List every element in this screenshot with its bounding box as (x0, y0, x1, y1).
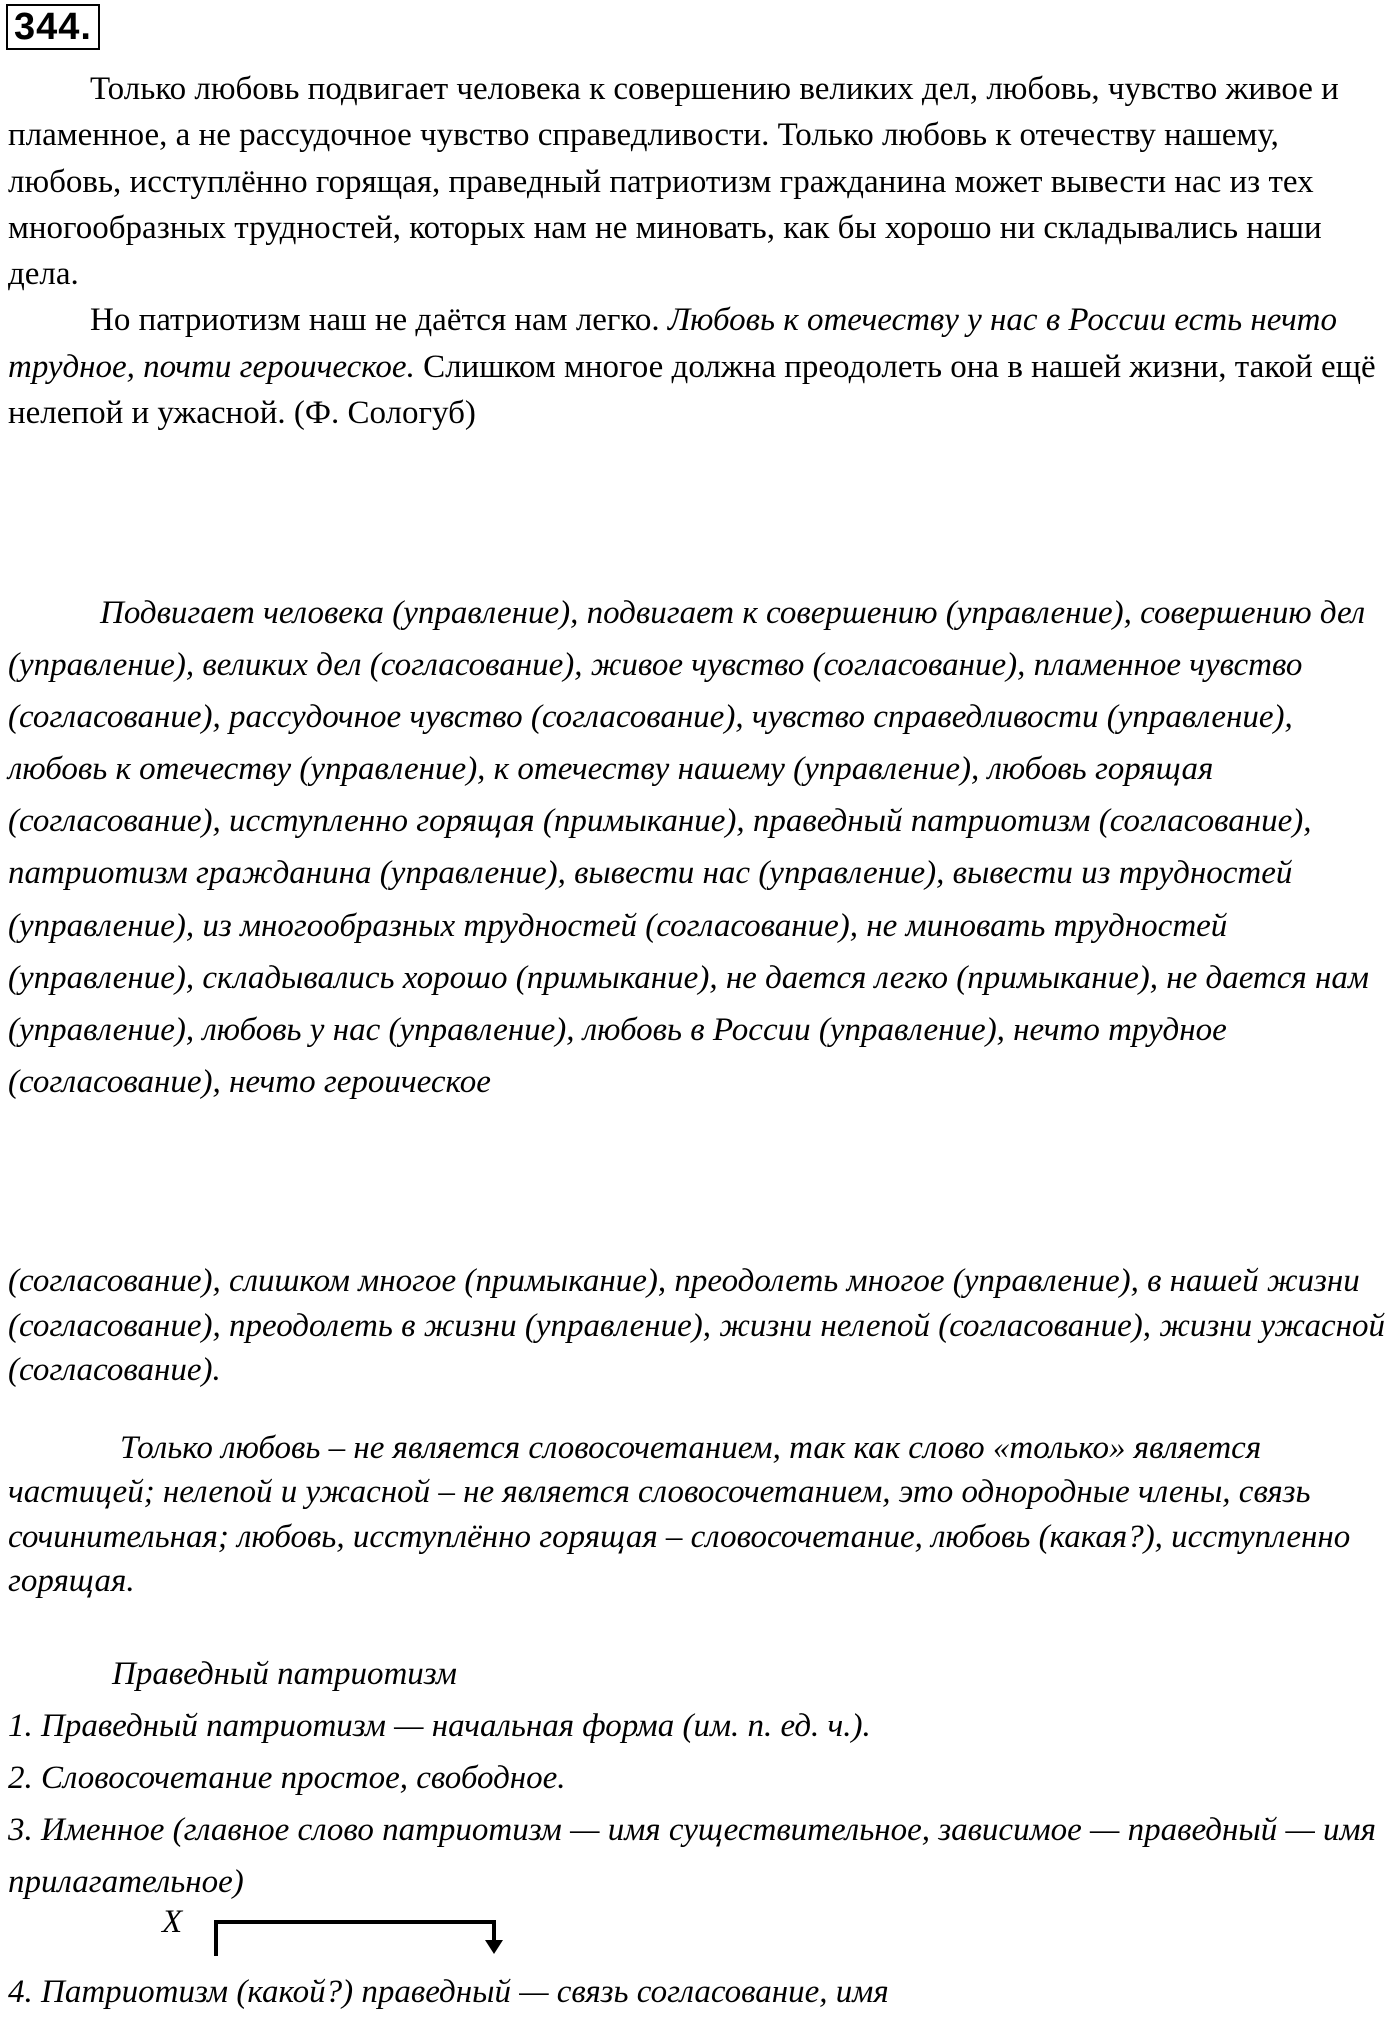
parse-item-2: 2. Словосочетание простое, свободное. (8, 1760, 566, 1796)
source-paragraph-2-end: Слишком многое должна преодолеть она в нашей жизни, такой ещё нелепой и ужасной. (Ф. Сологуб) (8, 348, 1376, 432)
parse-item-1: 1. Праведный патриотизм — начальная форма (им. п. ед. ч.). (8, 1708, 871, 1744)
collocations-analysis (8, 587, 1392, 1108)
dependency-arrow-icon (208, 1918, 508, 1958)
source-paragraph-2 (8, 297, 1392, 436)
parse-title: Праведный патриотизм (112, 1656, 457, 1692)
collocations-list-part-2: (согласование), слишком многое (примыкание), преодолеть многое (управление), в нашей жизни (согласование), преодолеть в жизни (управление), жизни нелепой (согласование), жизни ужасной (согласование). (8, 1263, 1386, 1388)
task-number: 344. (6, 4, 100, 50)
collocations-list-part-1: Подвигает человека (управление), подвигает к совершению (управление), совершению дел (управление), великих дел (согласование), живое чувство (согласование), пламенное чувство (согласование), рассудочное чувство (согласование), чувство справедливости (управление), любовь к отечеству (управление), к отечеству нашему (управление), любовь горящая (согласование), исступленно горящая (примыкание), праведный патриотизм (согласование), патриотизм гражданина (управление), вывести нас (управление), вывести из трудностей (управление), из многообразных трудностей (согласование), не миновать трудностей (управление), складывались хорошо (примыкание), не дается легко (примыкание), не дается нам (управление), любовь у нас (управление), любовь в России (управление), нечто трудное (согласование), нечто героическое (8, 595, 1369, 1100)
source-paragraph-2-start: Но патриотизм наш не даётся нам легко. (90, 302, 668, 339)
collocations-analysis-continued (8, 1226, 1392, 1637)
parse-item-3: 3. Именное (главное слово патриотизм — имя существительное, зависимое — праведный — имя прилагательное) (8, 1812, 1376, 1900)
collocation-parse (8, 1648, 1392, 2018)
source-text (8, 66, 1392, 436)
source-paragraph-1: Только любовь подвигает человека к совершению великих дел, любовь, чувство живое и пламенное, а не рассудочное чувство справедливости. Только любовь к отечеству нашему, любовь, исступлённо горящая, праведный патриотизм гражданина может вывести нас из тех многообразных трудностей, которых нам не миновать, как бы хорошо ни складывались наши дела. (8, 71, 1339, 293)
main-word-mark: X (162, 1904, 183, 1940)
analysis-note: Только любовь – не является словосочетанием, так как слово «только» является частицей; нелепой и ужасной – не является словосочетанием, это однородные члены, связь сочинительная; любовь, исступлённо горящая – словосочетание, любовь (какая?), исступленно горящая. (8, 1429, 1351, 1599)
parse-item-4: 4. Патриотизм (какой?) праведный — связь согласование, имя (8, 1974, 889, 2010)
source-paragraph-2-italic: Любовь к отечеству у нас в России есть нечто трудное, почти героическое. (8, 302, 1338, 385)
